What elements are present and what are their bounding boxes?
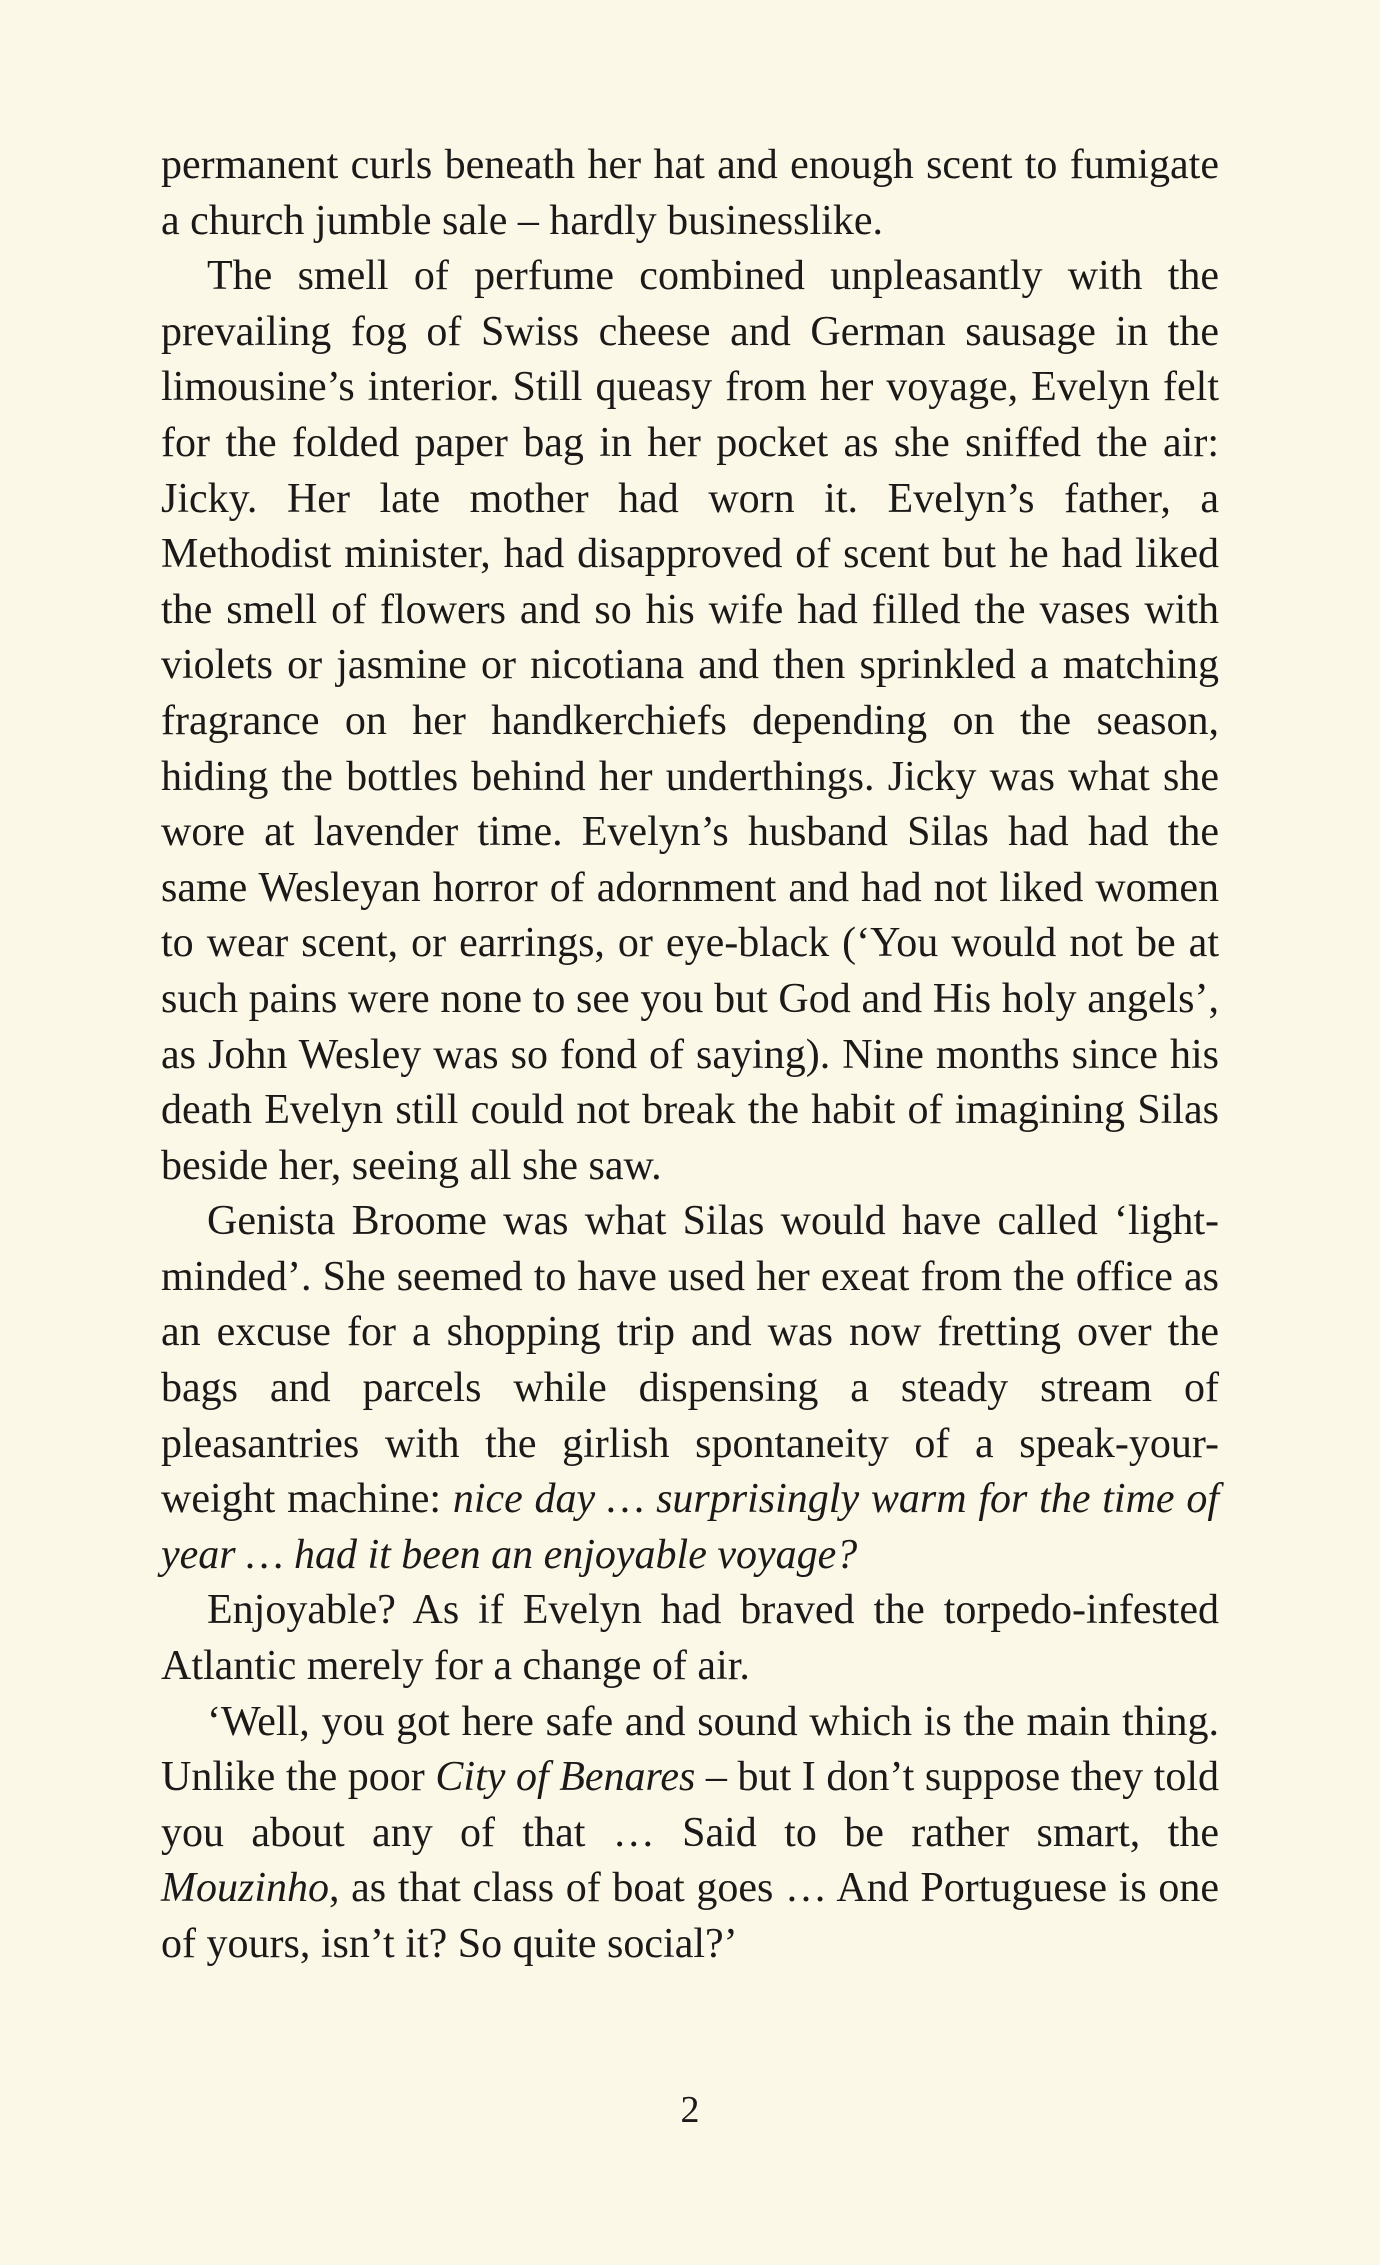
paragraph-4 [161,1583,1219,1694]
paragraph-1 [161,138,1219,249]
paragraph-2 [161,249,1219,1194]
text-run: , as that class of boat goes … And Portuguese is one of yours, isn’t it? So quite social?’ [161,1865,1219,1967]
text-run: The smell of perfume combined unpleasantly with the prevailing fog of Swiss cheese and German sausage in the limousine’s interior. Still queasy from her voyage, Evelyn felt for the folded paper bag in her pocket as she sniffed the air: Jicky. Her late mother had worn it. Evelyn’s father, a Methodist minister, had disapproved of scent but he had liked the smell of flowers and so his wife had filled the vases with violets or jasmine or nicotiana and then sprinkled a matching fragrance on her handkerchiefs depending on the season, hiding the bottles behind her underthings. Jicky was what she wore at lavender time. Evelyn’s husband Silas had had the same Wesleyan horror of adornment and had not liked women to wear scent, or earrings, or eye-black (‘You would not be at such pains were none to see you but God and His holy angels’, as John Wesley was so fond of saying). Nine months since his death Evelyn still could not break the habit of imagining Silas beside her, seeing all she saw. [161,253,1219,1189]
italic-text-run: nice day … surprisingly warm for the time of year … had it been an enjoyable voyage? [161,1476,1219,1578]
italic-text-run: City of Benares [435,1754,696,1801]
text-run: ‘Well, you got here safe and sound which is the main thing. Unlike the poor [161,1698,1219,1801]
page-number: 2 [680,2089,700,2131]
page-body [161,138,1219,1973]
paragraph-5 [161,1695,1219,1973]
text-run: permanent curls beneath her hat and enough scent to fumigate a church jumble sale – hardly businesslike. [161,142,1219,244]
italic-text-run: Mouzinho [161,1865,329,1912]
paragraph-3 [161,1194,1219,1583]
text-run: Genista Broome was what Silas would have called ‘light-minded’. She seemed to have used her exeat from the office as an excuse for a shopping trip and was now fretting over the bags and parcels while dispensing a steady stream of pleasantries with the girlish spontaneity of a speak-your-weight machine: [161,1198,1219,1523]
text-run: Enjoyable? As if Evelyn had braved the torpedo-infested Atlantic merely for a change of air. [161,1587,1219,1690]
text-run: – but I don’t suppose they told you about any of that … Said to be rather smart, the [161,1754,1219,1856]
